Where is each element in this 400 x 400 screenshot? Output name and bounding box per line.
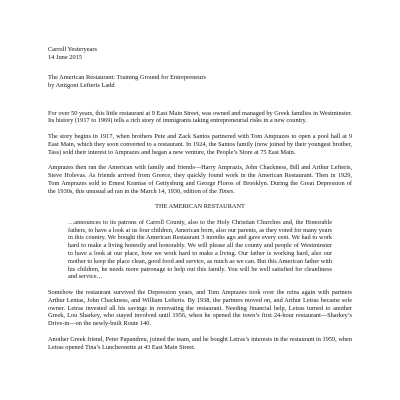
document-page xyxy=(48,46,352,351)
article-heading xyxy=(48,74,352,91)
article-title: The American Restaurant: Training Ground for Entrepreneurs xyxy=(48,73,206,81)
article-byline: by Antigoni Lefteris Ladd xyxy=(48,82,115,90)
times-newspaper-name: Times xyxy=(218,187,234,195)
quoted-ad-heading: THE AMERICAN RESTAURANT xyxy=(155,203,245,211)
paragraph-intro: For over 50 years, this little restaurant at 9 East Main Street, was owned and managed by Greek families in Westminster. Its history (1917 to 1969) tells a rich story of immigrants taking entrepreneurial risks in a new country. xyxy=(48,109,352,125)
publication-name: Carroll Yesteryears xyxy=(48,46,97,53)
paragraph-depression xyxy=(48,164,352,195)
paragraph-depression-text: Amprazes then ran the American with family and friends—Harry Amprazis, John Chackness, Bill and Arthur Lefteris, Steve Holevas. As friends arrived from Greece, they quickly found work in the American Restaurant. Then in 1929, Tom Amprazes sold to Ernest Kranias of Gettysburg and George Floros of Brooklyn. During the Great Depression of the 1930s, this unusual ad ran in the March 14, 1930, edition of the xyxy=(48,164,352,195)
paragraph-survival: Somehow the restaurant survived the Depression years, and Tom Amprazes took over the reins again with partners Arthur Lentas, John Chackness, and William Lefteris. By 1938, the partners moved on, and Arthur Letras became sole owner. Letras invested all his savings in renovating the restaurant. Needing financial help, Letras turned to another Greek, Lou Sharkey, who stayed involved until 1956, when he opened the town’s first 24-hour restaurant—Sharkey’s Drive-in—on the newly-built Route 140. xyxy=(48,288,352,328)
paragraph-origins: The story begins in 1917, when brothers Pete and Zack Santos partnered with Tom Amprazes to open a pool hall at 9 East Main, which they soon converted to a restaurant. In 1924, the Santos family (now joined by their youngest brother, Tass) sold their interest to Amprazes and began a new venture, the People’s Store at 75 East Main. xyxy=(48,133,352,156)
quoted-ad-block xyxy=(68,219,332,281)
document-header xyxy=(48,46,352,63)
paragraph-papandreu: Another Greek friend, Peter Papandreu, joined the team, and he bought Letras’s interests in the restaurant in 1959, when Letras opened Tina’s Luncheonette at 43 East Main Street. xyxy=(48,335,352,351)
paragraph-depression-end: . xyxy=(233,187,235,195)
quoted-ad-text: …announces to its patrons of Carroll County, also to the Holy Christian Churches and, the Honorable fathers, to have a look at us four children, American born, also our parents, as they voted for many years in this country. We bought the American Restaurant 3 months ago and gave every cent. We had to work hard to make a living honestly and honorably. We will please all the county and people of Westminster to have a look at our place, how we work hard to make a living. Our father is working hard, also our mother to keep the place clean, good food and service, as much as we can. But this American father with his children, he needs more patronage to help out this family. You will be well satisfied for cleanliness and service… xyxy=(68,218,332,281)
publication-date: 14 June 2015 xyxy=(48,54,83,62)
